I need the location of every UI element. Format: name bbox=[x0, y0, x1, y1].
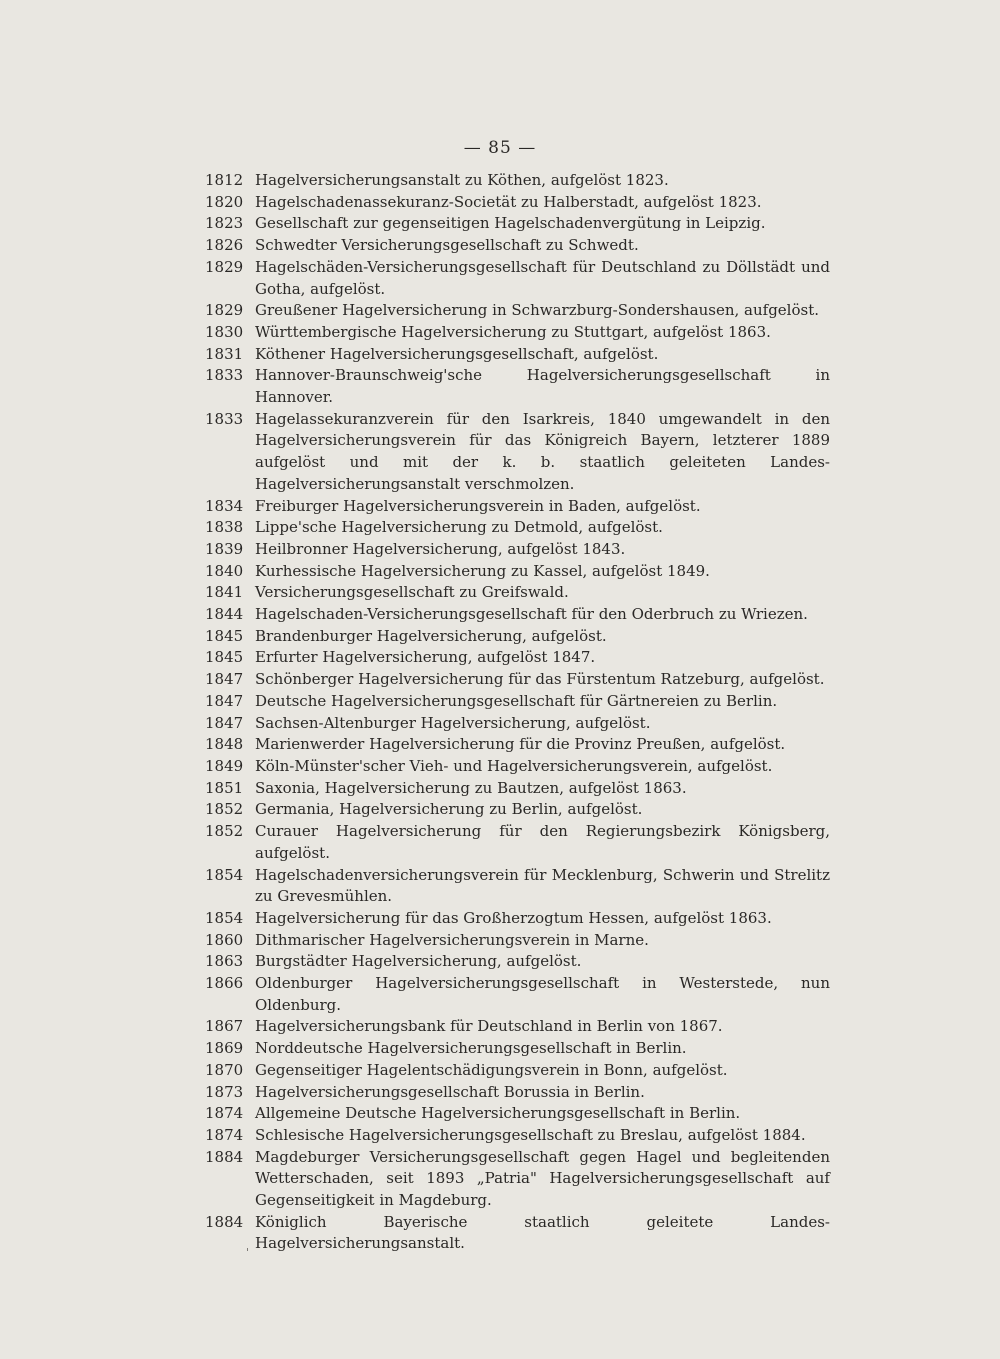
entry-text: Schlesische Hagelversicherungsgesellschaft zu Breslau, aufgelöst 1884. bbox=[255, 1125, 806, 1144]
entry-row bbox=[205, 821, 830, 864]
entry-row bbox=[205, 1147, 830, 1212]
entry-text: Lippe'sche Hagelversicherung zu Detmold, aufgelöst. bbox=[255, 518, 663, 537]
entry-text: Erfurter Hagelversicherung, aufgelöst 1847. bbox=[255, 648, 596, 667]
entry-text: Oldenburger Hagelversicherungsgesellschaft in Westerstede, nun Oldenburg. bbox=[255, 974, 830, 1014]
entry-text: Sachsen-Altenburger Hagelversicherung, aufgelöst. bbox=[255, 713, 651, 732]
entry-year: 1867 bbox=[205, 1017, 244, 1036]
entry-text: Curauer Hagelversicherung für den Regierungsbezirk Königsberg, aufgelöst. bbox=[255, 822, 830, 862]
entry-text: Hagelversicherungsgesellschaft Borussia in Berlin. bbox=[255, 1082, 645, 1101]
entry-text: Dithmarischer Hagelversicherungsverein in Marne. bbox=[255, 930, 649, 949]
entry-row bbox=[205, 1125, 830, 1147]
entry-year: 1869 bbox=[205, 1039, 244, 1058]
entry-year: 1833 bbox=[205, 366, 244, 385]
entry-year: 1852 bbox=[205, 822, 244, 841]
entry-text: Hagelschadenassekuranz-Societät zu Halberstadt, aufgelöst 1823. bbox=[255, 192, 762, 211]
entry-year: 1884 bbox=[205, 1147, 244, 1166]
entry-row bbox=[205, 213, 830, 235]
entry-text: Hagelschaden-Versicherungsgesellschaft für den Oderbruch zu Wriezen. bbox=[255, 605, 808, 624]
entry-row bbox=[205, 1038, 830, 1060]
entry-text: Köln-Münster'scher Vieh- und Hagelversicherungsverein, aufgelöst. bbox=[255, 756, 773, 775]
entry-year: 1847 bbox=[205, 691, 244, 710]
entry-year: 1854 bbox=[205, 865, 244, 884]
entry-text: Hagelschadenversicherungsverein für Mecklenburg, Schwerin und Strelitz zu Grevesmühlen. bbox=[255, 865, 830, 906]
entry-row bbox=[205, 170, 830, 192]
entry-row bbox=[205, 1212, 830, 1255]
entry-row bbox=[205, 930, 830, 952]
entry-year: 1873 bbox=[205, 1082, 244, 1101]
entry-text: Hannover-Braunschweig'sche Hagelversicherungsgesellschaft in Hannover. bbox=[255, 366, 830, 407]
entry-year: 1829 bbox=[205, 301, 244, 320]
entry-year: 1852 bbox=[205, 800, 244, 819]
entry-text: Hagelversicherungsbank für Deutschland in Berlin von 1867. bbox=[255, 1017, 723, 1036]
entry-row bbox=[205, 1016, 830, 1038]
entry-row bbox=[205, 344, 830, 366]
entry-row bbox=[205, 604, 830, 626]
entry-row bbox=[205, 300, 830, 322]
entry-year: 1874 bbox=[205, 1104, 244, 1123]
entry-row bbox=[205, 713, 830, 735]
entry-row bbox=[205, 691, 830, 713]
entry-year: 1870 bbox=[205, 1060, 244, 1079]
entry-year: 1838 bbox=[205, 518, 244, 537]
entry-row bbox=[205, 539, 830, 561]
entry-year: 1849 bbox=[205, 756, 244, 775]
entry-year: 1884 bbox=[205, 1212, 244, 1231]
entry-year: 1863 bbox=[205, 952, 244, 971]
entry-row bbox=[205, 1082, 830, 1104]
entry-year: 1829 bbox=[205, 257, 244, 276]
entry-year: 1848 bbox=[205, 735, 244, 754]
entry-row bbox=[205, 973, 830, 1016]
entry-row bbox=[205, 647, 830, 669]
entry-row bbox=[205, 778, 830, 800]
entry-text: Marienwerder Hagelversicherung für die Provinz Preußen, aufgelöst. bbox=[255, 735, 786, 754]
entry-text: Schönberger Hagelversicherung für das Fürstentum Ratzeburg, aufgelöst. bbox=[255, 670, 825, 689]
entry-row bbox=[205, 561, 830, 583]
entry-text: Hagelversicherung für das Großherzogtum Hessen, aufgelöst 1863. bbox=[255, 908, 772, 927]
entry-row bbox=[205, 908, 830, 930]
entry-text: Königlich Bayerische staatlich geleitete Landes-Hagelversicherungsanstalt. bbox=[255, 1212, 830, 1253]
entry-text: Saxonia, Hagelversicherung zu Bautzen, aufgelöst 1863. bbox=[255, 778, 687, 797]
entry-row bbox=[205, 257, 830, 300]
entry-text: Magdeburger Versicherungsgesellschaft gegen Hagel und begleitenden Wetterschaden, seit 1893 „Patria" Hagelversicherungsgesellschaft auf Gegenseitigkeit in Magdeburg. bbox=[255, 1147, 830, 1210]
entry-year: 1840 bbox=[205, 561, 244, 580]
entry-text: Schwedter Versicherungsgesellschaft zu Schwedt. bbox=[255, 236, 639, 255]
entry-text: Köthener Hagelversicherungsgesellschaft, aufgelöst. bbox=[255, 344, 659, 363]
entry-text: Allgemeine Deutsche Hagelversicherungsgesellschaft in Berlin. bbox=[255, 1104, 741, 1123]
entry-text: Germania, Hagelversicherung zu Berlin, aufgelöst. bbox=[255, 800, 643, 819]
entry-row bbox=[205, 192, 830, 214]
entry-text: Heilbronner Hagelversicherung, aufgelöst 1843. bbox=[255, 539, 626, 558]
entry-row bbox=[205, 322, 830, 344]
entry-row bbox=[205, 951, 830, 973]
entry-row bbox=[205, 865, 830, 908]
entry-row bbox=[205, 734, 830, 756]
entry-text: Gegenseitiger Hagelentschädigungsverein in Bonn, aufgelöst. bbox=[255, 1060, 728, 1079]
entry-year: 1831 bbox=[205, 344, 244, 363]
entry-row bbox=[205, 626, 830, 648]
entry-year: 1847 bbox=[205, 713, 244, 732]
entry-row bbox=[205, 409, 830, 496]
entry-year: 1866 bbox=[205, 974, 244, 993]
entry-row bbox=[205, 582, 830, 604]
entry-row bbox=[205, 669, 830, 691]
entry-year: 1826 bbox=[205, 236, 244, 255]
entry-year: 1823 bbox=[205, 214, 244, 233]
entry-year: 1830 bbox=[205, 322, 244, 341]
entry-text: Deutsche Hagelversicherungsgesellschaft für Gärtnereien zu Berlin. bbox=[255, 691, 778, 710]
entry-year: 1851 bbox=[205, 778, 244, 797]
entry-year: 1839 bbox=[205, 539, 244, 558]
entry-row bbox=[205, 496, 830, 518]
entry-text: Hagelschäden-Versicherungsgesellschaft für Deutschland zu Döllstädt und Gotha, aufgelöst. bbox=[255, 257, 830, 298]
entry-year: 1845 bbox=[205, 648, 244, 667]
entry-text: Hagelassekuranzverein für den Isarkreis, 1840 umgewandelt in den Hagelversicherungsverein für das Königreich Bayern, letzterer 1889 aufgelöst und mit der k. b. staatlich geleiteten Landes-Hagelversicherungsanstalt verschmolzen. bbox=[255, 409, 830, 493]
entry-text: Greußener Hagelversicherung in Schwarzburg-Sondershausen, aufgelöst. bbox=[255, 301, 820, 320]
entry-text: Burgstädter Hagelversicherung, aufgelöst. bbox=[255, 952, 582, 971]
entry-row bbox=[205, 1103, 830, 1125]
entry-year: 1812 bbox=[205, 171, 244, 189]
entry-list bbox=[205, 170, 830, 1255]
entry-text: Gesellschaft zur gegenseitigen Hagelschadenvergütung in Leipzig. bbox=[255, 214, 766, 233]
entry-row bbox=[205, 235, 830, 257]
entry-row bbox=[205, 365, 830, 408]
entry-text: Württembergische Hagelversicherung zu Stuttgart, aufgelöst 1863. bbox=[255, 322, 771, 341]
entry-row bbox=[205, 517, 830, 539]
entry-year: 1833 bbox=[205, 409, 244, 428]
entry-year: 1860 bbox=[205, 930, 244, 949]
entry-row bbox=[205, 799, 830, 821]
entry-year: 1841 bbox=[205, 583, 244, 602]
entry-text: Freiburger Hagelversicherungsverein in Baden, aufgelöst. bbox=[255, 496, 701, 515]
entry-text: Versicherungsgesellschaft zu Greifswald. bbox=[255, 583, 569, 602]
entry-year: 1854 bbox=[205, 908, 244, 927]
page-number: — 85 — bbox=[463, 138, 537, 158]
entry-year: 1847 bbox=[205, 670, 244, 689]
entry-year: 1874 bbox=[205, 1125, 244, 1144]
entry-year: 1820 bbox=[205, 192, 244, 211]
entry-text: Brandenburger Hagelversicherung, aufgelöst. bbox=[255, 626, 607, 645]
entry-year: 1845 bbox=[205, 626, 244, 645]
entry-row bbox=[205, 1060, 830, 1082]
entry-row bbox=[205, 756, 830, 778]
stray-mark: ' bbox=[246, 1246, 250, 1259]
entry-year: 1834 bbox=[205, 496, 244, 515]
entry-text: Kurhessische Hagelversicherung zu Kassel, aufgelöst 1849. bbox=[255, 561, 710, 580]
entry-text: Hagelversicherungsanstalt zu Köthen, aufgelöst 1823. bbox=[255, 171, 669, 189]
entry-text: Norddeutsche Hagelversicherungsgesellschaft in Berlin. bbox=[255, 1039, 687, 1058]
entry-year: 1844 bbox=[205, 605, 244, 624]
